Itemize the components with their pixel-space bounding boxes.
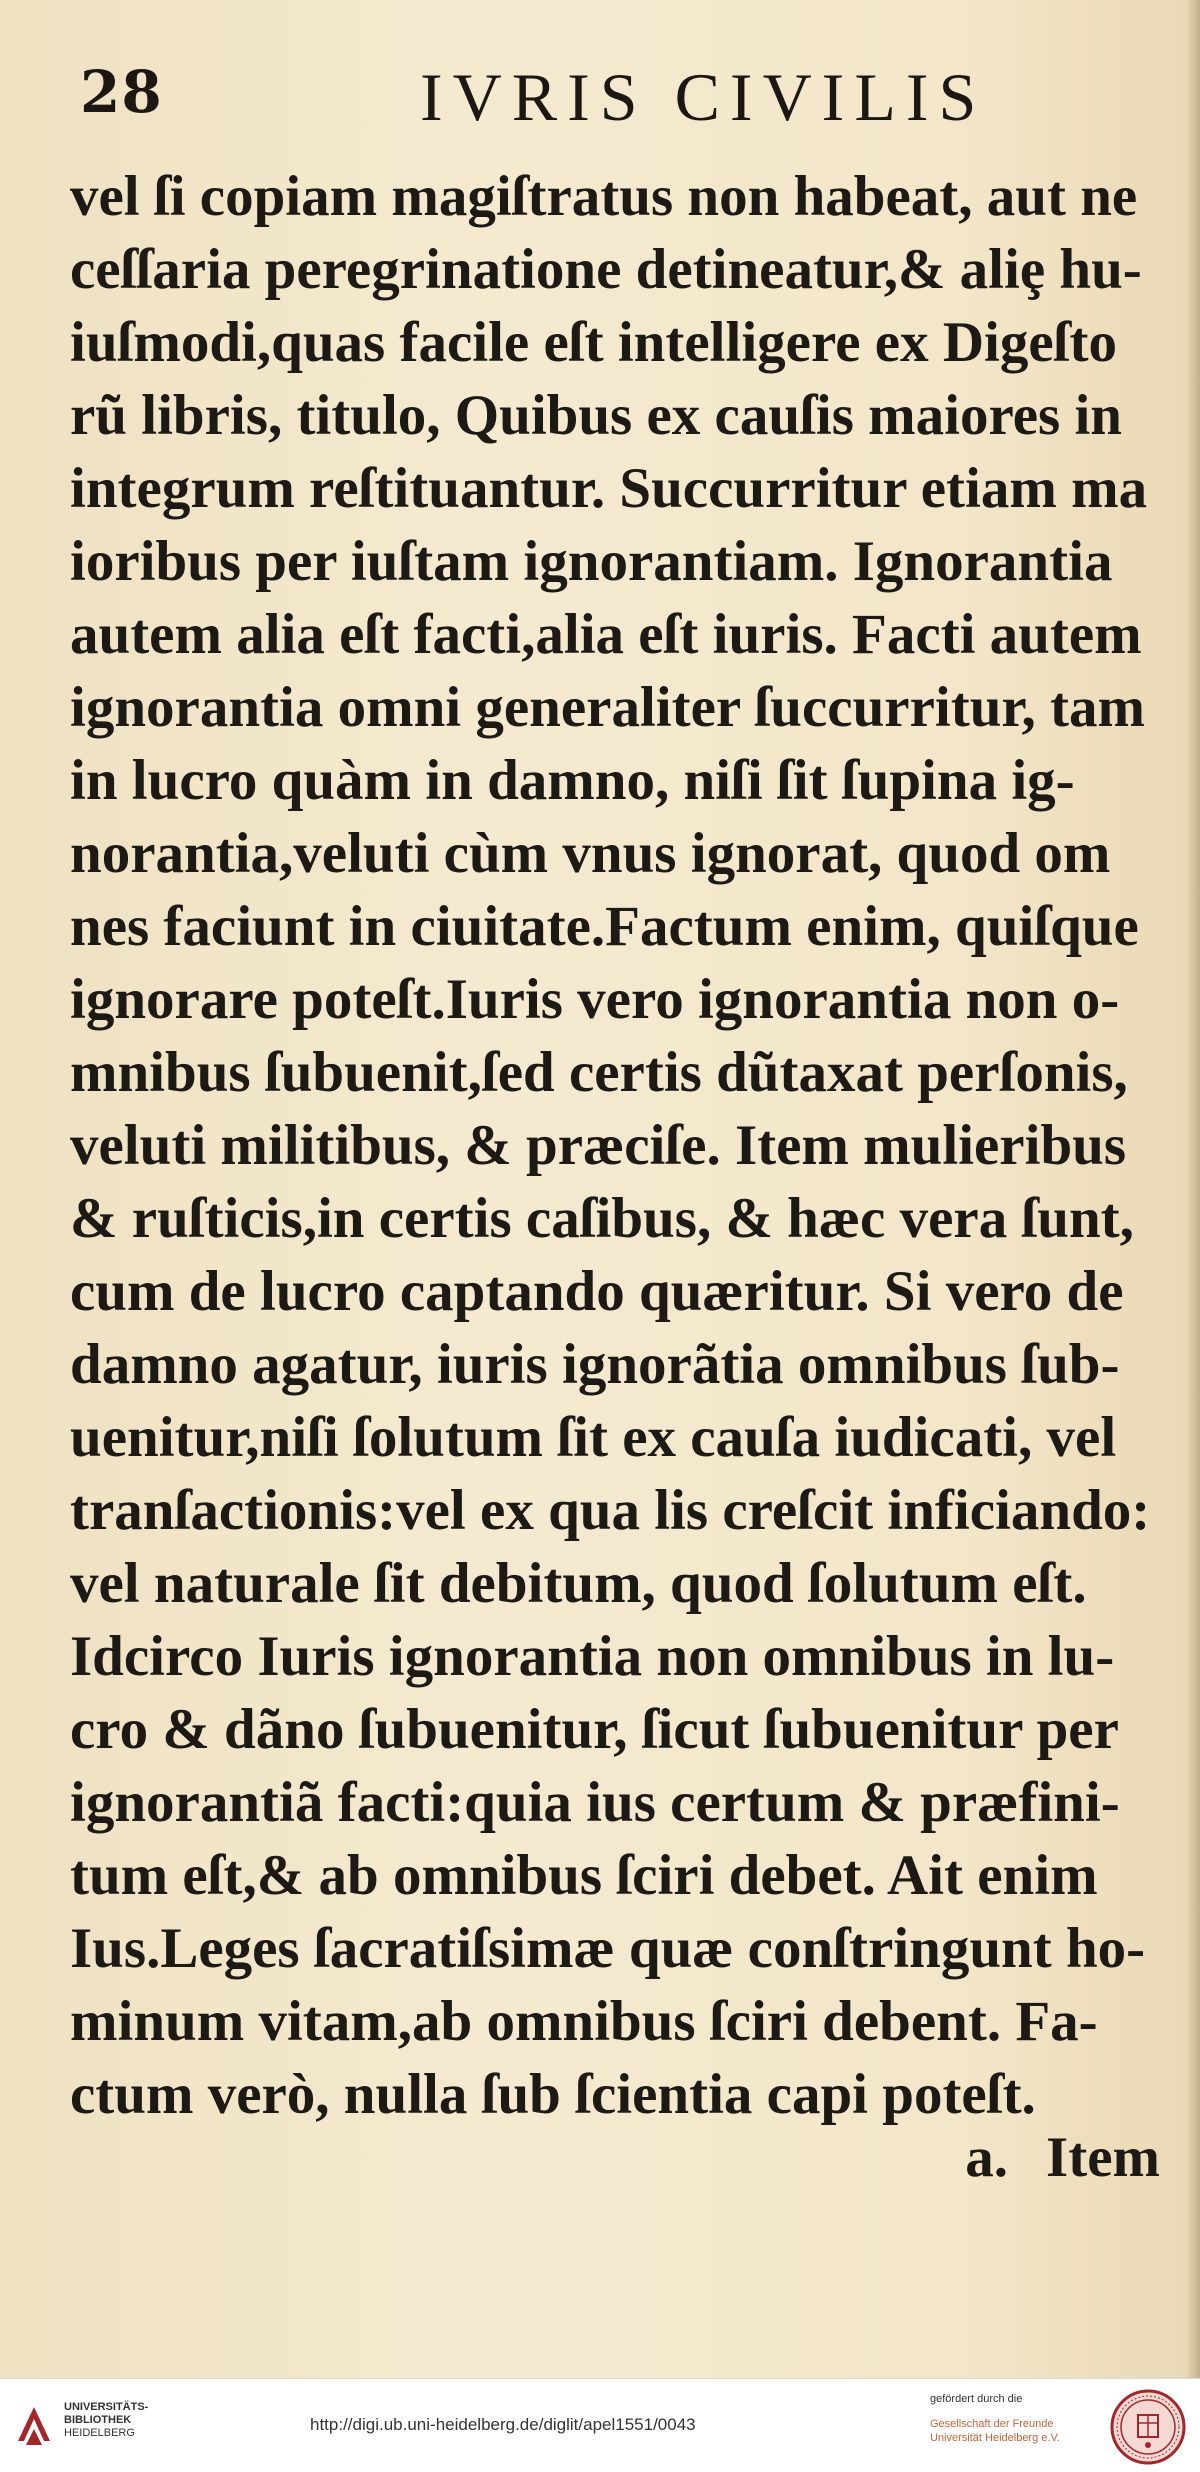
text-line: ctum verò, nulla ſub ſcientia capi poteſt. [70, 2063, 1036, 2126]
text-line: autem alia eſt facti,alia eſt iuris. Facti autem [70, 603, 1142, 666]
library-name[interactable] [64, 2401, 148, 2440]
library-name-line: UNIVERSITÄTS- [64, 2401, 149, 2413]
text-line: ignorare poteſt.Iuris vero ignorantia non o- [70, 968, 1120, 1031]
signature-mark: a. [965, 2126, 1009, 2189]
permalink-url[interactable]: http://digi.ub.uni-heidelberg.de/diglit/apel1551/0043 [310, 2415, 696, 2434]
text-line: integrum reſtituantur. Succurritur etiam ma [70, 457, 1148, 520]
text-line: vel ſi copiam magiſtratus non habeat, aut ne [70, 165, 1138, 228]
library-name-line: HEIDELBERG [64, 2427, 135, 2439]
footer-bar [0, 2378, 1200, 2472]
library-name-line: BIBLIOTHEK [64, 2414, 132, 2426]
text-line: ioribus per iuſtam ignorantiam. Ignorantia [70, 530, 1113, 593]
text-line: tranſactionis:vel ex qua lis creſcit inficiando: [70, 1479, 1151, 1542]
text-line: uenitur,niſi ſolutum ſit ex cauſa iudicati, vel [70, 1406, 1117, 1469]
sponsor-line: Gesellschaft der Freunde [930, 2418, 1054, 2430]
running-title: IVRIS CIVILIS [420, 59, 987, 135]
text-line: in lucro quàm in damno, niſi ſit ſupina ig- [70, 749, 1075, 812]
sponsor-label: gefördert durch die [930, 2393, 1023, 2405]
text-line: veluti militibus, & præciſe. Item mulieribus [70, 1114, 1127, 1177]
text-line: Ius.Leges ſacratiſsimæ quæ conſtringunt ho- [70, 1917, 1146, 1980]
page-number: 28 [80, 58, 163, 126]
text-line: cro & dãno ſubuenitur, ſicut ſubuenitur per [70, 1698, 1119, 1761]
text-line: Idcirco Iuris ignorantia non omnibus in lu- [70, 1625, 1115, 1688]
text-line: ignorantia omni generaliter ſuccurritur, tam [70, 676, 1145, 739]
sponsor-society [930, 2417, 1100, 2445]
text-line: cum de lucro captando quæritur. Si vero de [70, 1260, 1124, 1323]
text-line: ceſſaria peregrinatione detineatur,& aliȩ hu- [70, 238, 1142, 301]
text-line: minum vitam,ab omnibus ſciri debent. Fa- [70, 1990, 1098, 2053]
text-line: nes faciunt in ciuitate.Factum enim, quiſque [70, 895, 1139, 958]
sponsor-line: Universität Heidelberg e.V. [930, 2432, 1060, 2444]
sponsor-credit[interactable] [930, 2393, 1100, 2445]
text-line: mnibus ſubuenit,ſed certis dũtaxat perſonis, [70, 1041, 1128, 1104]
text-line: vel naturale ſit debitum, quod ſolutum eſt. [70, 1552, 1087, 1615]
text-line: rũ libris, titulo, Quibus ex cauſis maiores in [70, 384, 1122, 447]
university-seal-icon[interactable] [1110, 2389, 1186, 2465]
body-text [70, 160, 1190, 2131]
text-line: ignorantiã facti:quia ius certum & præfini- [70, 1771, 1120, 1834]
text-line: iuſmodi,quas facile eſt intelligere ex Digeſto [70, 311, 1117, 374]
text-line: & ruſticis,in certis caſibus, & hæc vera ſunt, [70, 1187, 1134, 1250]
catchword-text: Item [1046, 2126, 1160, 2189]
ub-heidelberg-logo-icon[interactable] [14, 2401, 54, 2451]
text-line: tum eſt,& ab omnibus ſciri debet. Ait enim [70, 1844, 1098, 1907]
page-header [80, 58, 1080, 138]
text-line: damno agatur, iuris ignorãtia omnibus ſub- [70, 1333, 1120, 1396]
catchword [927, 2125, 1160, 2190]
text-line: norantia,veluti cùm vnus ignorat, quod om [70, 822, 1111, 885]
